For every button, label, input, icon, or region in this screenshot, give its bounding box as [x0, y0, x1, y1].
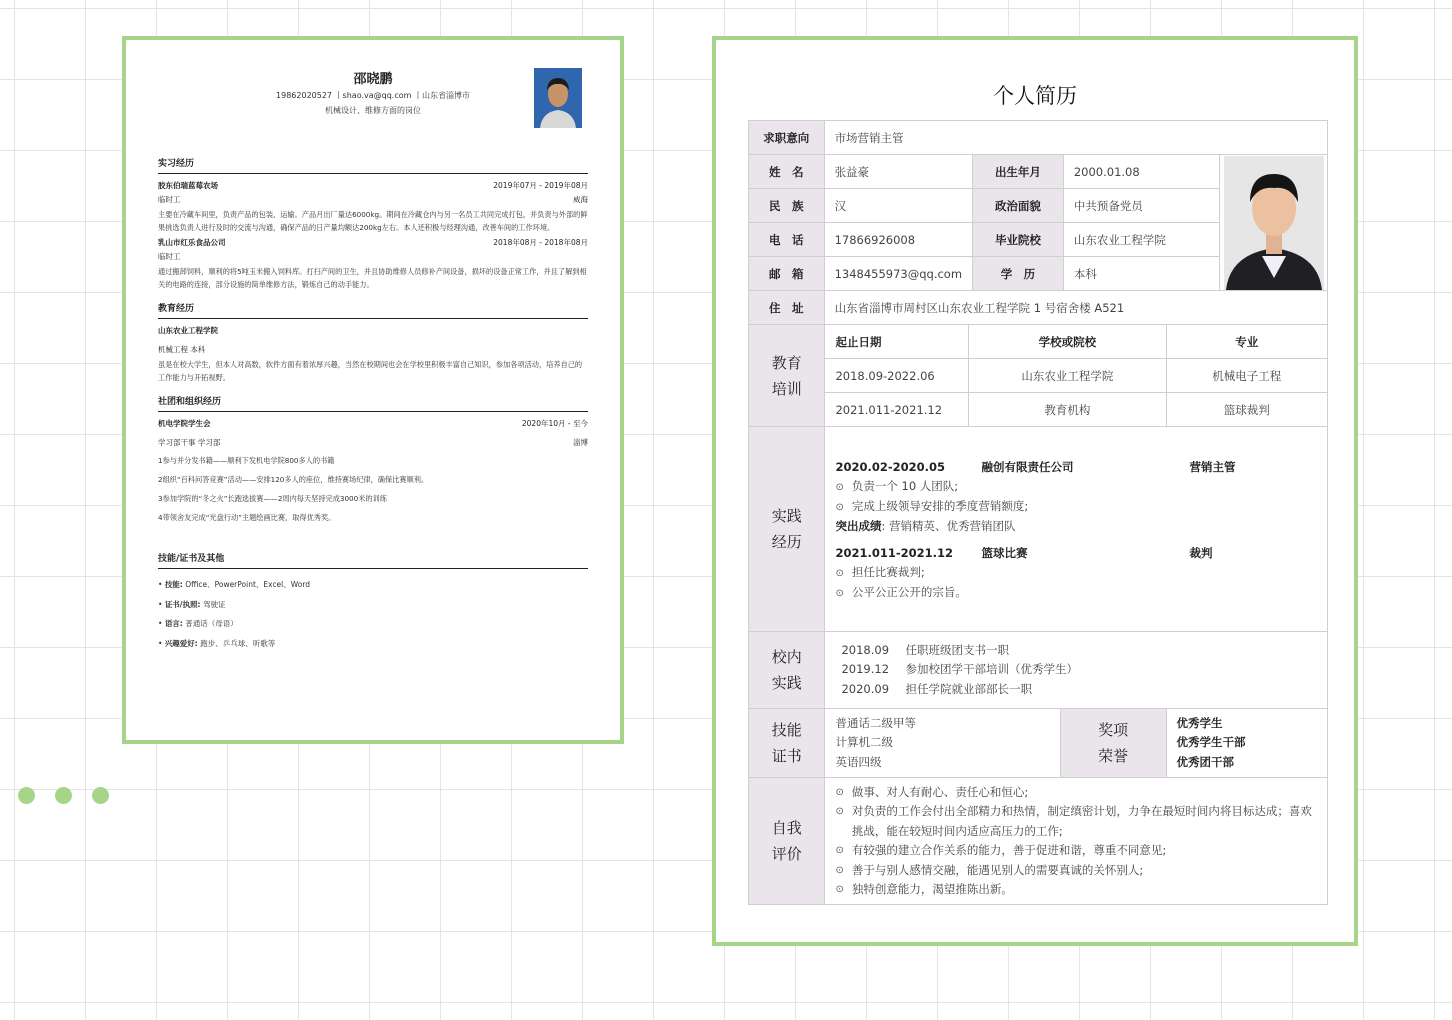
internship-desc: 通过搬卸饲料，顺利的将5吨玉米搬入饲料库。打扫产间的卫生，并且协助维修人员修补产间设备，损坏的设备正常工作，并且了解到相关的电路的连接，部分设施的简单维修方法，锻炼自己的动手能力。	[158, 267, 587, 289]
club-role: 学习部干事 学习部	[158, 438, 221, 447]
section-title-skills: 技能/证书及其他	[158, 551, 588, 569]
value-job: 市场营销主管	[824, 121, 1327, 155]
campus-item: 2019.12 参加校团学干部培训（优秀学生）	[841, 662, 1078, 677]
internship-role: 临时工	[158, 195, 181, 204]
skill-item: • 兴趣爱好: 跑步、乒乓球、听歌等	[158, 638, 276, 648]
value-phone: 17866926008	[824, 223, 972, 257]
edu-major: 篮球裁判	[1166, 393, 1328, 427]
label-name: 姓 名	[749, 155, 825, 189]
section-title-clubs: 社团和组织经历	[158, 394, 588, 412]
self-eval-item: ⊙ 对负责的工作会付出全部精力和热情，制定缜密计划，力争在最短时间内将目标达成；喜欢挑战，能在较短时间内适应高压力的工作;	[835, 804, 1312, 838]
practice-org: 篮球比赛	[981, 545, 1028, 560]
edu-header-school: 学校或院校	[969, 325, 1166, 359]
education-school: 山东农业工程学院	[158, 326, 218, 335]
objective-line: 机械设计、维修方面的岗位	[325, 106, 421, 115]
practice-content	[825, 427, 1328, 632]
page-dot[interactable]	[55, 787, 72, 804]
value-address: 山东省淄博市周村区山东农业工程学院 1 号宿舍楼 A521	[824, 291, 1327, 325]
label-school: 毕业院校	[973, 223, 1064, 257]
value-degree: 本科	[1063, 257, 1219, 291]
resume-preview-right[interactable]	[712, 36, 1358, 946]
self-eval-item: ⊙ 善于与别人感情交融，能遇见别人的需要真诚的关怀别人;	[835, 862, 1144, 877]
club-item: 2组织“百科问答竞赛”活动——安排120多人的座位，维持赛场纪律，确保比赛顺利。	[158, 475, 429, 484]
club-date: 2020年10月 - 至今	[521, 419, 588, 428]
internship-role: 临时工	[158, 252, 181, 261]
value-ethnic: 汉	[824, 189, 972, 223]
label-skills: 技能 证书	[749, 709, 825, 778]
campus-content	[825, 632, 1328, 709]
edu-header-date: 起止日期	[825, 325, 969, 359]
club-item: 3参加学院的“冬之火”长跑选拔赛——2周内每天坚持完成3000米的训练	[158, 494, 387, 503]
section-title-internship: 实习经历	[158, 156, 588, 174]
internship-desc: 主要在冷藏车间里，负责产品的包装、运输。产品月出厂量达6000kg。期间在冷藏仓内与另一名员工共同完成打包，并负责与外部的鲜果挑选负责人进行及时的交流与沟通，确保产品的日产量均额达200kg左右。本人还积极与经理沟通，改善车间的工作环境。	[158, 210, 588, 232]
self-eval-item: ⊙ 做事、对人有耐心、责任心和恒心;	[835, 784, 1029, 799]
value-birth: 2000.01.08	[1063, 155, 1219, 189]
practice-date: 2021.011-2021.12	[835, 545, 954, 560]
label-job: 求职意向	[749, 121, 825, 155]
internship-org: 胶东伯瑞蓝莓农场	[158, 181, 218, 190]
profile-photo	[534, 68, 582, 128]
awards-content: 优秀学生 优秀学生干部 优秀团干部	[1166, 709, 1328, 778]
value-email: 1348455973@qq.com	[824, 257, 972, 291]
self-eval-content	[825, 778, 1328, 905]
skill-item: • 技能: Office、PowerPoint、Excel、Word	[158, 580, 311, 589]
self-eval-item: ⊙ 独特创意能力，渴望推陈出新。	[835, 882, 1013, 896]
edu-major: 机械电子工程	[1166, 359, 1328, 393]
label-degree: 学 历	[973, 257, 1064, 291]
label-political: 政治面貌	[973, 189, 1064, 223]
skill-item: • 证书/执照: 驾驶证	[158, 599, 226, 609]
label-birth: 出生年月	[973, 155, 1064, 189]
practice-point: ⊙ 完成上级领导安排的季度营销额度;	[835, 498, 1029, 513]
edu-header-major: 专业	[1166, 325, 1328, 359]
club-location: 淄博	[573, 438, 588, 447]
internship-org: 乳山市红乐食品公司	[158, 238, 226, 247]
internship-location: 威海	[573, 195, 588, 204]
practice-org: 融创有限责任公司	[981, 459, 1074, 474]
practice-result: 突出成绩: 营销精英、优秀营销团队	[835, 518, 1016, 533]
label-education: 教育 培训	[749, 325, 825, 427]
campus-item: 2018.09 任职班级团支书一职	[841, 642, 1009, 657]
contact-line: 19862020527 丨shao.va@qq.com 丨山东省淄博市	[276, 91, 470, 100]
photo-cell	[1220, 155, 1328, 291]
club-item: 4带领舍友完成“光盘行动”主题绘画比赛，取得优秀奖。	[158, 513, 336, 522]
profile-photo	[1224, 156, 1324, 290]
page-dot[interactable]	[92, 787, 109, 804]
edu-school: 教育机构	[969, 393, 1166, 427]
self-eval-item: ⊙ 有较强的建立合作关系的能力，善于促进和谐，尊重不同意见;	[835, 843, 1167, 857]
internship-date: 2018年08月 - 2018年08月	[493, 238, 588, 247]
campus-item: 2020.09 担任学院就业部部长一职	[841, 681, 1032, 696]
label-ethnic: 民 族	[749, 189, 825, 223]
internship-date: 2019年07月 - 2019年08月	[493, 181, 588, 190]
label-self-eval: 自我 评价	[749, 778, 825, 905]
club-org: 机电学院学生会	[158, 419, 211, 428]
resume-table	[748, 120, 1328, 325]
edu-date: 2018.09-2022.06	[825, 359, 969, 393]
section-title-education: 教育经历	[158, 301, 588, 319]
club-item: 1参与并分发书籍——顺利下发机电学院800多人的书籍	[158, 456, 335, 465]
label-awards: 奖项 荣誉	[1060, 709, 1166, 778]
label-phone: 电 话	[749, 223, 825, 257]
edu-school: 山东农业工程学院	[969, 359, 1166, 393]
value-school: 山东农业工程学院	[1063, 223, 1219, 257]
resume-table-lower	[748, 324, 1328, 905]
practice-point: ⊙ 公平公正公开的宗旨。	[835, 584, 967, 599]
practice-date: 2020.02-2020.05	[835, 459, 945, 474]
practice-role: 营销主管	[1189, 459, 1236, 474]
resume-preview-left[interactable]	[122, 36, 624, 744]
label-address: 住 址	[749, 291, 825, 325]
skills-content: 普通话二级甲等 计算机二级 英语四级	[825, 709, 1060, 778]
page-dot[interactable]	[18, 787, 35, 804]
practice-role: 裁判	[1189, 545, 1213, 560]
practice-point: ⊙ 负责一个 10 人团队;	[835, 478, 959, 493]
practice-point: ⊙ 担任比赛裁判;	[835, 564, 925, 579]
resume-title: 个人简历	[993, 84, 1077, 108]
resume-name: 邵晓鹏	[353, 72, 393, 87]
value-political: 中共预备党员	[1063, 189, 1219, 223]
edu-date: 2021.011-2021.12	[825, 393, 969, 427]
label-campus: 校内 实践	[749, 632, 825, 709]
label-email: 邮 箱	[749, 257, 825, 291]
label-practice: 实践 经历	[749, 427, 825, 632]
education-desc: 虽是在校大学生，但本人对高数，软件方面有着浓厚兴趣，当然在校期间也会在学校里积极丰富自己知识，参加各项活动，培养自己的工作能力与开拓视野。	[158, 360, 583, 382]
value-name: 张益豪	[824, 155, 972, 189]
education-major: 机械工程 本科	[158, 345, 206, 354]
pagination-dots[interactable]	[18, 787, 129, 808]
skill-item: • 语言: 普通话（母语）	[158, 619, 238, 628]
